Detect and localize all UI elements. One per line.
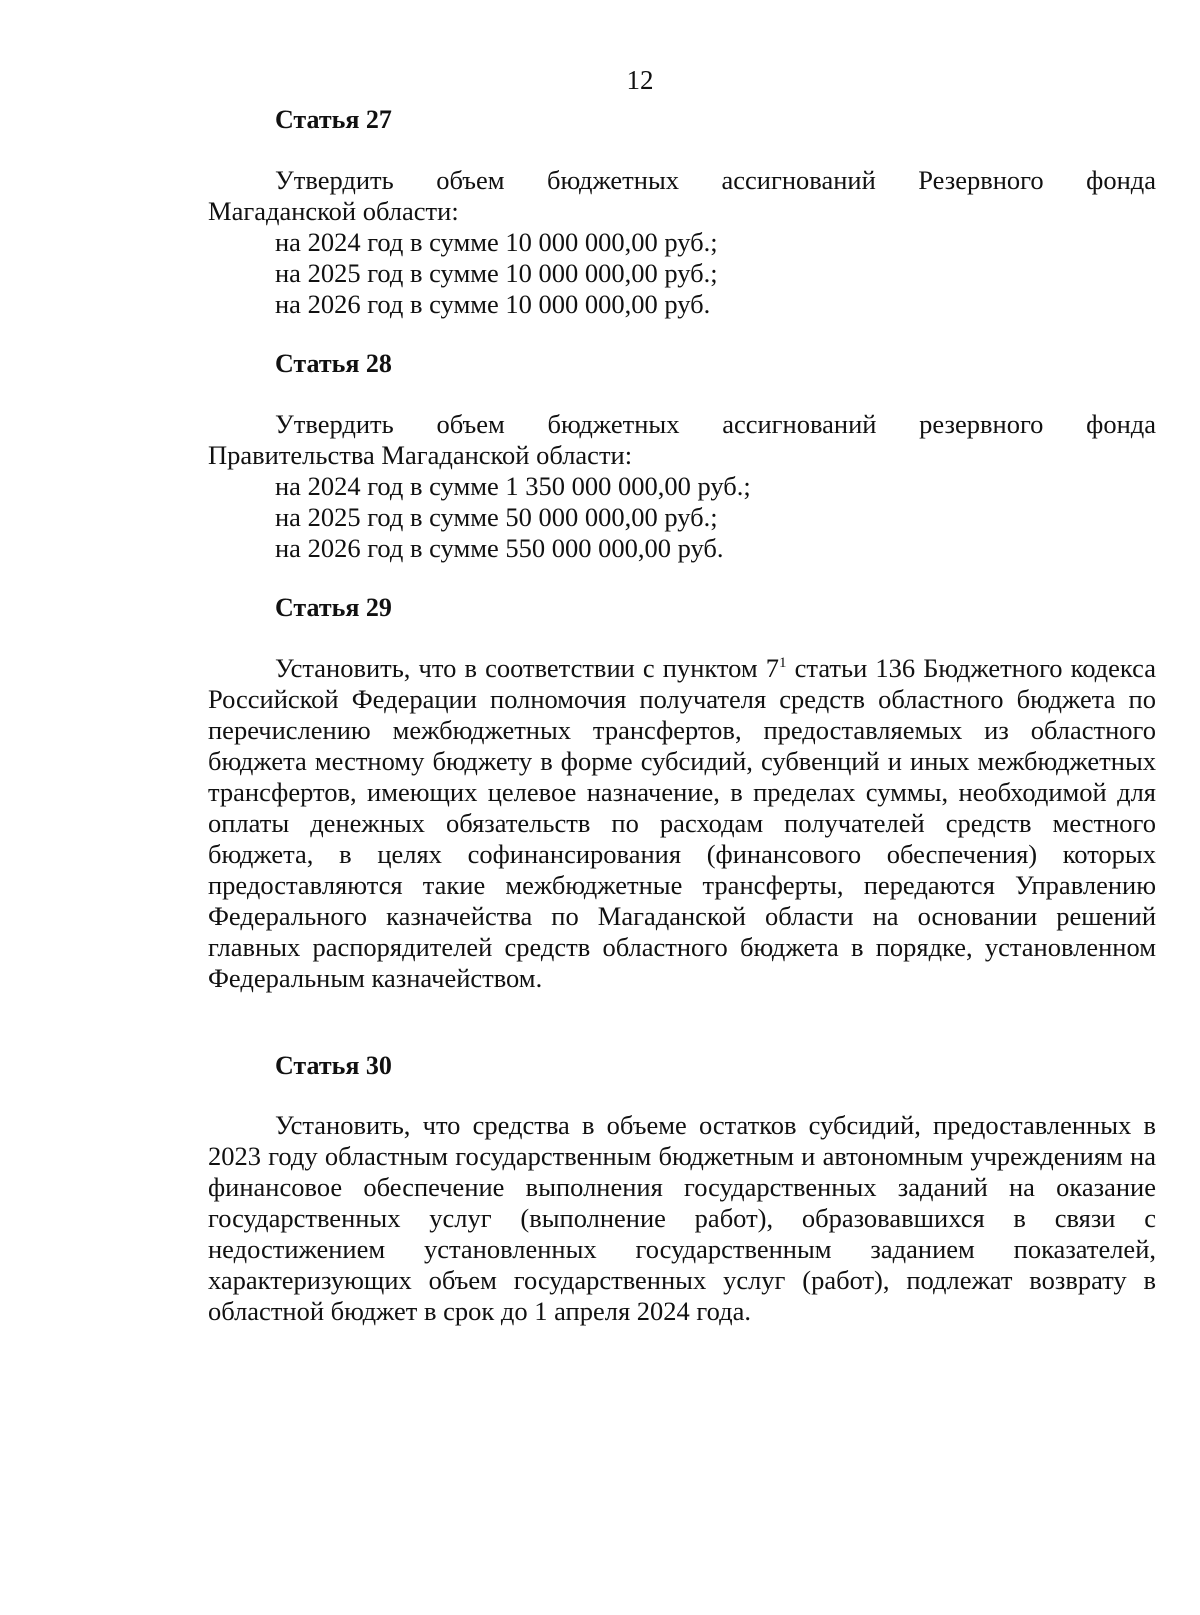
article-29-text-start: Установить, что в соответствии с пунктом 7 <box>275 653 780 683</box>
article-27-amount-2025: на 2025 год в сумме 10 000 000,00 руб.; <box>275 258 718 288</box>
article-27-amount-2026: на 2026 год в сумме 10 000 000,00 руб. <box>275 289 711 319</box>
article-28-heading: Статья 28 <box>275 349 392 378</box>
article-28-amount-2026: на 2026 год в сумме 550 000 000,00 руб. <box>275 533 724 563</box>
article-27-body <box>208 165 1156 320</box>
article-27-intro-line: Утвердить объем бюджетных ассигнований Резервного фонда <box>275 165 1156 195</box>
article-28-amount-2024: на 2024 год в сумме 1 350 000 000,00 руб.; <box>275 471 751 501</box>
article-27-intro-continuation: Магаданской области: <box>208 196 459 226</box>
article-28-amount-2025: на 2025 год в сумме 50 000 000,00 руб.; <box>275 502 718 532</box>
article-27-heading: Статья 27 <box>275 105 392 134</box>
article-29-superscript: 1 <box>779 655 787 672</box>
article-28-intro-line: Утвердить объем бюджетных ассигнований резервного фонда <box>275 409 1156 439</box>
page-number: 12 <box>626 65 654 95</box>
article-30-heading: Статья 30 <box>275 1051 392 1080</box>
article-29-text-rest: статьи 136 Бюджетного кодекса Российской Федерации полномочия получателя средств областного бюджета по перечислению межбюджетных трансфертов, предоставляемых из областного бюджета местному бюджету в форме субсидий, субвенций и иных межбюджетных трансфертов, имеющих целевое назначение, в пределах суммы, необходимой для оплаты денежных обязательств по расходам получателей средств местного бюджета, в целях софинансирования (финансового обеспечения) которых предоставляются такие межбюджетные трансферты, передаются Управлению Федерального казначейства по Магаданской области на основании решений главных распорядителей средств областного бюджета в порядке, установленном Федеральным казначейством. <box>208 653 1156 993</box>
article-29-heading: Статья 29 <box>275 593 392 622</box>
article-30-paragraph: Установить, что средства в объеме остатков субсидий, предоставленных в 2023 году областным государственным бюджетным и автономным учреждениям на финансовое обеспечение выполнения государственных заданий на оказание государственных услуг (выполнение работ), образовавшихся в связи с недостижением установленных государственным заданием показателей, характеризующих объем государственных услуг (работ), подлежат возврату в областной бюджет в срок до 1 апреля 2024 года. <box>208 1110 1156 1326</box>
article-27-amount-2024: на 2024 год в сумме 10 000 000,00 руб.; <box>275 227 718 257</box>
article-28-intro-continuation: Правительства Магаданской области: <box>208 440 633 470</box>
article-29-paragraph <box>208 653 1156 994</box>
article-28-body <box>208 409 1156 564</box>
